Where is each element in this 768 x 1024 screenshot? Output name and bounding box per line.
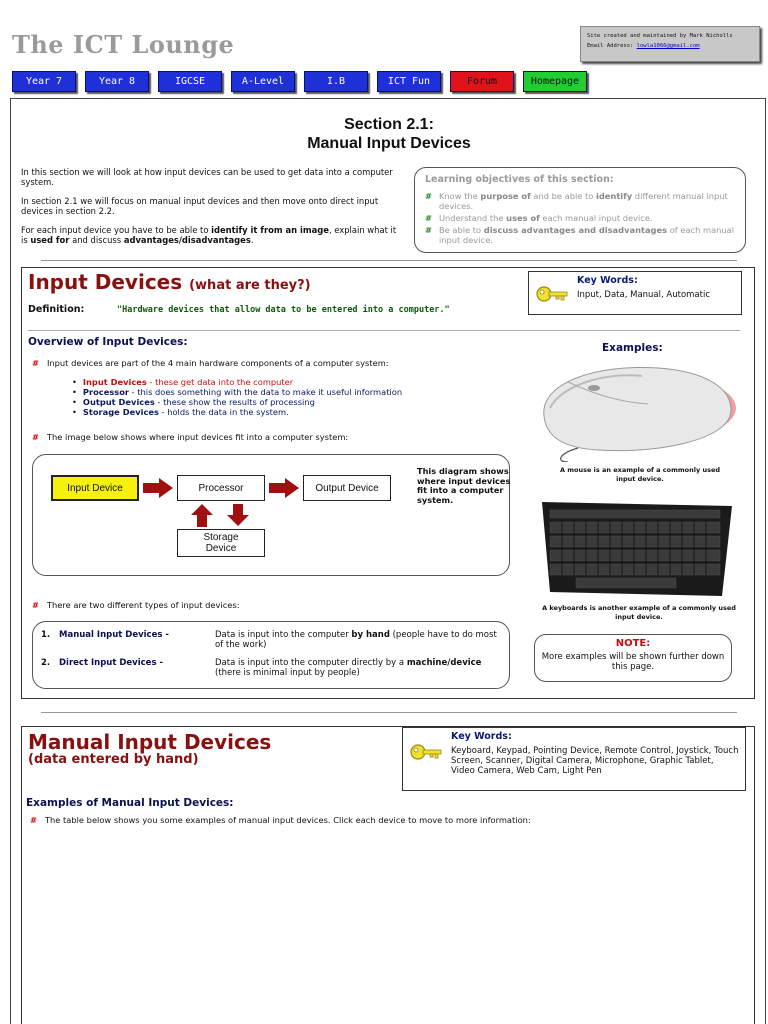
manual-bullet: # The table below shows you some examples of manual input devices. Click each device to move to more information:: [30, 815, 531, 825]
manual-devices-table-area: [28, 835, 748, 1024]
overview-bullet-3: # There are two different types of input devices:: [32, 600, 240, 610]
nav-ib-button[interactable]: I.B: [304, 71, 368, 92]
intro-para-1: In this section we will look at how input devices can be used to get data into a computer system.: [21, 167, 393, 187]
input-devices-heading: Input Devices (what are they?): [28, 270, 311, 294]
input-type-row: 2. Direct Input Devices - Data is input into the computer directly by a machine/device (there is minimal input by people): [41, 658, 482, 678]
definition: [28, 304, 450, 315]
divider: [41, 712, 737, 713]
components-list: [72, 377, 402, 417]
diagram-storage-device: Storage Device: [177, 529, 265, 557]
page-content: [10, 98, 766, 1024]
computer-system-diagram: [32, 454, 510, 576]
arrow-right-icon: [269, 478, 299, 498]
key-icon: [409, 740, 443, 764]
objective-item: # Know the purpose of and be able to identify different manual input devices.: [425, 191, 728, 211]
intro-text: [21, 167, 405, 254]
mouse-caption: A mouse is an example of a commonly used input device.: [559, 466, 721, 483]
overview-bullet-2: # The image below shows where input devices fit into a computer system:: [32, 432, 349, 442]
learning-objectives-title: Learning objectives of this section:: [425, 174, 614, 185]
key-words-text: Keyboard, Keypad, Pointing Device, Remote Control, Joystick, Touch Screen, Scanner, Digital Camera, Microphone, Graphic Tablet, Video Camera, Web Cam, Light Pen: [451, 746, 739, 776]
list-item: • Processor - this does something with the data to make it useful information: [72, 387, 402, 397]
section-name: Manual Input Devices: [307, 135, 471, 152]
nav-alevel-button[interactable]: A-Level: [231, 71, 295, 92]
manual-input-devices-panel: [21, 726, 755, 1024]
mouse-image: [538, 358, 738, 462]
key-words-box: [528, 271, 742, 315]
credit-box: [580, 26, 760, 62]
diagram-processor: Processor: [177, 475, 265, 501]
input-devices-panel: [21, 267, 755, 699]
keyboard-image: [536, 496, 736, 602]
diagram-note: This diagram shows where input devices fit into a computer system.: [417, 466, 511, 505]
site-title: The ICT Lounge: [12, 30, 235, 59]
section-number: Section 2.1:: [344, 116, 434, 133]
manual-heading: Manual Input Devices (data entered by hand): [28, 730, 272, 767]
list-item: • Input Devices - these get data into the computer: [72, 377, 402, 387]
nav-year7-button[interactable]: Year 7: [12, 71, 76, 92]
nav-year8-button[interactable]: Year 8: [85, 71, 149, 92]
objective-item: # Be able to discuss advantages and disadvantages of each manual input device.: [425, 225, 735, 245]
note-title: NOTE:: [615, 638, 651, 649]
key-words-title: Key Words:: [577, 275, 638, 286]
arrow-down-icon: [227, 504, 249, 526]
nav-ictfun-button[interactable]: ICT Fun: [377, 71, 441, 92]
diagram-output-device: Output Device: [303, 475, 391, 501]
definition-text: "Hardware devices that allow data to be entered into a computer.": [117, 305, 450, 315]
list-item: • Output Devices - these show the results of processing: [72, 397, 402, 407]
nav-forum-button[interactable]: Forum: [450, 71, 514, 92]
keyboard-caption: A keyboards is another example of a commonly used input device.: [542, 604, 736, 621]
objective-item: # Understand the uses of each manual input device.: [425, 213, 653, 223]
diagram-arrows: [33, 455, 417, 577]
input-types-box: [32, 621, 510, 689]
definition-label: Definition:: [28, 304, 85, 315]
divider: [28, 330, 740, 331]
examples-label: Examples:: [602, 342, 663, 354]
nav-homepage-button[interactable]: Homepage: [523, 71, 587, 92]
nav-igcse-button[interactable]: IGCSE: [158, 71, 222, 92]
intro-para-3: For each input device you have to be able to identify it from an image, explain what it is used for and discuss advantages/disadvantages.: [21, 225, 397, 245]
key-words-box: [402, 727, 746, 791]
credit-email-link[interactable]: lowla1066@gmail.com: [636, 43, 700, 49]
divider: [41, 260, 737, 261]
credit-email-label: Email Address:: [587, 43, 634, 49]
manual-examples-title: Examples of Manual Input Devices:: [26, 797, 234, 809]
key-words-text: Input, Data, Manual, Automatic: [577, 290, 710, 300]
credit-line: Site created and maintained by Mark Nicholls: [587, 33, 733, 39]
overview-title: Overview of Input Devices:: [28, 336, 188, 348]
section-title: [11, 115, 767, 153]
intro-para-2: In section 2.1 we will focus on manual input devices and then move onto direct input devices in section 2.2.: [21, 196, 379, 216]
credit-email-line: [587, 41, 753, 51]
note-text: More examples will be shown further down this page.: [541, 652, 725, 672]
note-box: [534, 634, 732, 682]
arrow-up-icon: [191, 504, 213, 527]
main-nav: [12, 71, 587, 92]
diagram-input-device: Input Device: [51, 475, 139, 501]
overview-bullet-1: # Input devices are part of the 4 main hardware components of a computer system:: [32, 358, 389, 368]
learning-objectives-box: [414, 167, 746, 253]
input-type-row: 1. Manual Input Devices - Data is input into the computer by hand (people have to do most of the work): [41, 630, 497, 650]
list-item: • Storage Devices - holds the data in the system.: [72, 407, 402, 417]
key-icon: [535, 282, 569, 306]
key-words-title: Key Words:: [451, 731, 512, 742]
arrow-right-icon: [143, 478, 173, 498]
